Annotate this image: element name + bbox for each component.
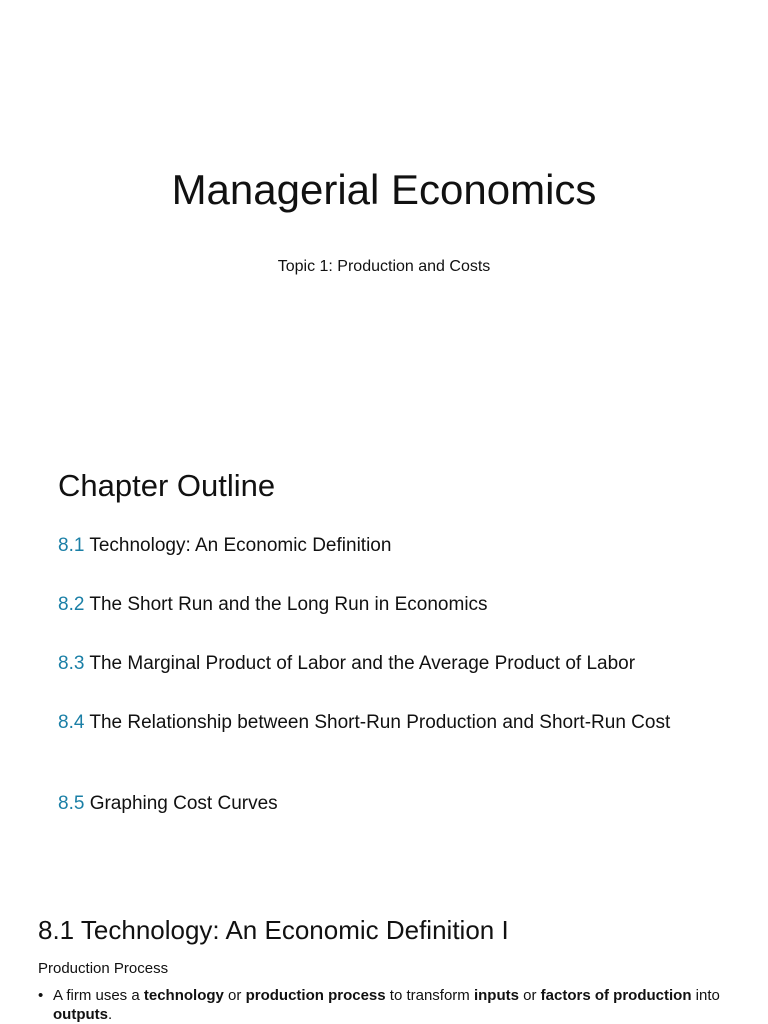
- outline-item-number: 8.5: [58, 793, 85, 814]
- presentation-subtitle: Topic 1: Production and Costs: [277, 258, 491, 275]
- outline-item: [58, 593, 488, 616]
- outline-item: [58, 792, 278, 815]
- bullet-text: to transform: [385, 987, 474, 1004]
- bullet-term: production process: [245, 987, 386, 1004]
- outline-item-text: The Short Run and the Long Run in Economics: [84, 594, 488, 615]
- bullet-term: technology: [143, 987, 224, 1004]
- outline-item-text: The Relationship between Short-Run Production and Short-Run Cost: [84, 712, 671, 733]
- bullet-text: .: [107, 1006, 113, 1023]
- outline-item-text: Graphing Cost Curves: [84, 793, 278, 814]
- bullet-text: or: [223, 987, 246, 1004]
- outline-item-number: 8.1: [58, 535, 85, 556]
- bullet-text: into: [691, 987, 720, 1004]
- outline-item: [58, 534, 391, 557]
- bullet-text: or: [518, 987, 541, 1004]
- bullet-term: inputs: [473, 987, 519, 1004]
- outline-item-number: 8.4: [58, 712, 85, 733]
- outline-item-number: 8.2: [58, 594, 85, 615]
- bullet-term: outputs: [53, 1006, 108, 1023]
- outline-item-text: Technology: An Economic Definition: [84, 535, 392, 556]
- section-title: 8.1 Technology: An Economic Definition I: [38, 915, 509, 945]
- outline-item: [58, 652, 635, 675]
- section-label: Production Process: [38, 960, 169, 977]
- bullet-point: [38, 986, 753, 1024]
- outline-item: [58, 711, 729, 734]
- title-slide: [0, 0, 768, 432]
- outline-item-number: 8.3: [58, 653, 85, 674]
- outline-item-text: The Marginal Product of Labor and the Average Product of Labor: [84, 653, 636, 674]
- outline-slide: [0, 432, 768, 864]
- presentation-title: Managerial Economics: [171, 166, 597, 213]
- outline-title: Chapter Outline: [58, 468, 276, 503]
- bullet-text: A firm uses a: [53, 987, 144, 1004]
- bullet-icon: •: [38, 987, 44, 1004]
- definition-slide: [0, 864, 768, 1024]
- bullet-term: factors of production: [540, 987, 692, 1004]
